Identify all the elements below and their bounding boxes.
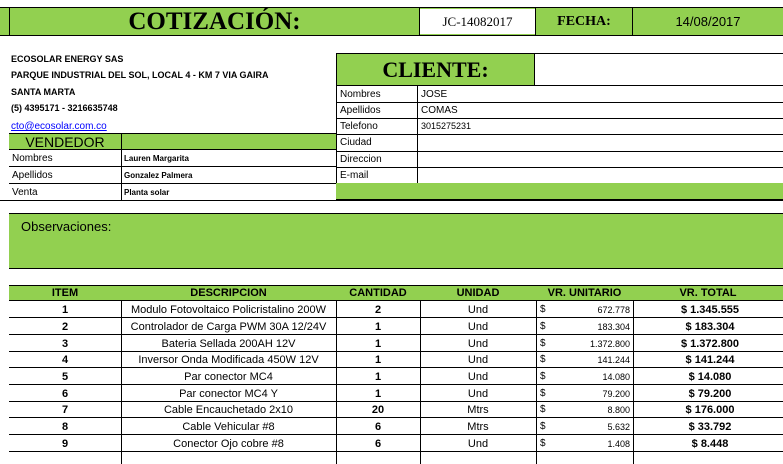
client-value-telefono: 3015275231 <box>421 121 472 131</box>
currency-symbol: $ <box>540 388 546 399</box>
cell-item: 6 <box>61 387 69 400</box>
cell-description: Controlador de Carga PWM 30A 12/24V <box>130 320 327 333</box>
vendor-value-venta: Planta solar <box>124 187 170 197</box>
currency-symbol: $ <box>540 404 546 415</box>
cell-qty: 1 <box>374 320 382 333</box>
client-label-email: E-mail <box>340 169 369 181</box>
observations-label: Observaciones: <box>21 219 112 234</box>
client-value-apellidos: COMAS <box>421 104 458 116</box>
vendor-label-venta: Venta <box>12 186 38 198</box>
client-value-nombres: JOSE <box>421 88 448 100</box>
col-header-cantidad: CANTIDAD <box>349 287 407 299</box>
observations-box <box>9 213 783 269</box>
cell-qty: 1 <box>374 337 382 350</box>
cell-qty: 1 <box>374 353 382 366</box>
cell-unit: Und <box>467 337 489 350</box>
cell-qty: 20 <box>371 403 385 416</box>
company-email-link[interactable]: cto@ecosolar.com.co <box>11 121 107 132</box>
company-city: SANTA MARTA <box>11 87 76 97</box>
cell-unit: Mtrs <box>467 403 489 416</box>
cell-total: $ 79.200 <box>688 387 732 400</box>
cell-unit: Und <box>467 320 489 333</box>
cell-qty: 1 <box>374 387 382 400</box>
cell-total: $ 1.372.800 <box>680 337 740 350</box>
col-header-vr-total: VR. TOTAL <box>679 287 737 299</box>
currency-symbol: $ <box>540 321 546 332</box>
cell-item: 1 <box>61 303 69 316</box>
cell-description: Par conector MC4 Y <box>179 387 278 400</box>
cell-total: $ 183.304 <box>685 320 735 333</box>
cell-qty: 2 <box>374 303 382 316</box>
vendor-heading: VENDEDOR <box>25 134 105 150</box>
cell-unit: Und <box>467 437 489 450</box>
cell-item: 4 <box>61 353 69 366</box>
cell-unit-price: 183.304 <box>597 321 630 332</box>
currency-symbol: $ <box>540 438 546 449</box>
currency-symbol: $ <box>540 304 546 315</box>
cell-unit: Und <box>467 387 489 400</box>
vendor-label-nombres: Nombres <box>12 152 53 164</box>
cell-unit-price: 141.244 <box>597 354 630 365</box>
cell-unit-price: 5.632 <box>607 421 630 432</box>
vendor-value-nombres: Lauren Margarita <box>124 153 189 163</box>
company-phones: (5) 4395171 - 3216635748 <box>11 103 118 113</box>
currency-symbol: $ <box>540 371 546 382</box>
cell-unit: Und <box>467 353 489 366</box>
client-value-ciudad <box>421 134 771 150</box>
client-label-nombres: Nombres <box>340 88 381 100</box>
quote-date: 14/08/2017 <box>675 14 741 29</box>
cell-item: 7 <box>61 403 69 416</box>
cell-unit-price: 14.080 <box>602 371 630 382</box>
vendor-label-apellidos: Apellidos <box>12 169 53 181</box>
col-header-unidad: UNIDAD <box>456 287 500 299</box>
client-value-email <box>421 167 771 183</box>
cell-item: 3 <box>61 337 69 350</box>
currency-symbol: $ <box>540 354 546 365</box>
cell-unit-price: 79.200 <box>602 388 630 399</box>
cell-qty: 6 <box>374 437 382 450</box>
client-label-direccion: Direccion <box>340 153 382 165</box>
vendor-heading-divider <box>121 134 122 150</box>
cell-description: Bateria Sellada 200AH 12V <box>161 337 296 350</box>
cell-unit-price: 672.778 <box>597 304 630 315</box>
currency-symbol: $ <box>540 421 546 432</box>
cell-total: $ 33.792 <box>688 420 732 433</box>
col-header-vr-unitario: VR. UNITARIO <box>547 287 622 299</box>
cell-item: 5 <box>61 370 69 383</box>
cell-item: 8 <box>61 420 69 433</box>
cell-qty: 1 <box>374 370 382 383</box>
cell-total: $ 8.448 <box>691 437 729 450</box>
cell-unit-price: 1.372.800 <box>589 338 630 349</box>
quote-number: JC-14082017 <box>442 13 513 29</box>
cell-unit-price: 1.408 <box>607 438 630 449</box>
cell-total: $ 176.000 <box>685 403 735 416</box>
vendor-value-apellidos: Gonzalez Palmera <box>124 170 193 180</box>
client-bottom-strip <box>336 183 783 200</box>
cell-total: $ 14.080 <box>688 370 732 383</box>
cell-total: $ 141.244 <box>685 353 735 366</box>
col-header-descripcion: DESCRIPCION <box>190 287 267 299</box>
cell-unit: Und <box>467 370 489 383</box>
client-label-apellidos: Apellidos <box>340 104 381 116</box>
date-label: FECHA: <box>557 13 611 29</box>
cell-unit: Mtrs <box>467 420 489 433</box>
cell-unit: Und <box>467 303 489 316</box>
currency-symbol: $ <box>540 338 546 349</box>
cell-description: Par conector MC4 <box>184 370 273 383</box>
spacer-line <box>0 200 783 201</box>
client-label-ciudad: Ciudad <box>340 136 372 148</box>
cell-description: Cable Encauchetado 2x10 <box>163 403 294 416</box>
cell-description: Cable Vehicular #8 <box>182 420 275 433</box>
cell-description: Conector Ojo cobre #8 <box>173 437 284 450</box>
cell-unit-price: 8.800 <box>607 404 630 415</box>
cell-description: Modulo Fotovoltaico Policristalino 200W <box>130 303 327 316</box>
client-value-direccion <box>421 151 771 167</box>
client-heading: CLIENTE: <box>382 56 489 82</box>
client-heading-spare-box <box>535 53 783 86</box>
company-name: ECOSOLAR ENERGY SAS <box>11 54 124 64</box>
cell-qty: 6 <box>374 420 382 433</box>
cell-item: 2 <box>61 320 69 333</box>
cell-total: $ 1.345.555 <box>680 303 740 316</box>
col-header-item: ITEM <box>51 287 79 299</box>
client-label-telefono: Telefono <box>340 120 378 132</box>
quote-title: COTIZACIÓN: <box>128 7 301 35</box>
cell-description: Inversor Onda Modificada 450W 12V <box>138 353 319 366</box>
cell-item: 9 <box>61 437 69 450</box>
company-address: PARQUE INDUSTRIAL DEL SOL, LOCAL 4 - KM 7 VIA GAIRA <box>11 70 269 80</box>
